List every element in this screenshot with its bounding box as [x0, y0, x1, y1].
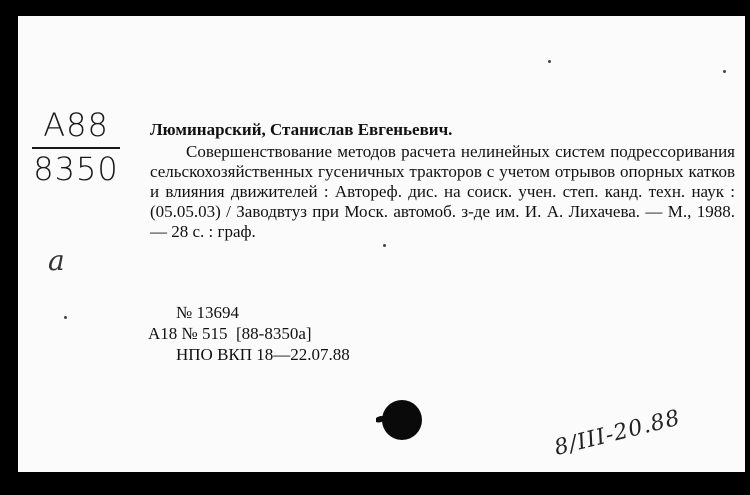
bibliographic-entry: [150, 120, 735, 242]
handwritten-date-note: 8/III-20.88: [551, 405, 684, 461]
catalog-card: [18, 16, 745, 472]
shelf-mark: [28, 107, 124, 187]
speck: [64, 316, 67, 319]
shelf-mark-bottom: 8350: [33, 150, 119, 188]
registration-block: [148, 302, 350, 365]
shelf-mark-divider: [32, 147, 120, 149]
accession-code: А18 № 515 [88-8350а]: [148, 324, 312, 343]
title-description: Совершенствование методов расчета нелинейных систем подрессоривания сельскохозяйственных гусеничных тракторов с учетом отрывов опорных катков и влияния движителей : Автореф. дис. на соиск. учен. степ. канд. техн. наук : (05.05.03) / Заводвтуз при Моск. автомоб. з-де им. И. А. Лихачева. — М., 1988. — 28 с. : граф.: [150, 142, 735, 241]
handwritten-letter: а: [48, 244, 65, 277]
speck: [548, 60, 551, 63]
publisher-line: НПО ВКП 18—22.07.88: [176, 345, 350, 364]
author-heading: Люминарский, Станислав Евгеньевич.: [150, 120, 453, 139]
speck: [723, 70, 726, 73]
ink-stamp-mark: [372, 394, 422, 444]
shelf-mark-top: А88: [43, 106, 109, 144]
registration-number: № 13694: [176, 303, 239, 322]
speck: [383, 244, 386, 247]
